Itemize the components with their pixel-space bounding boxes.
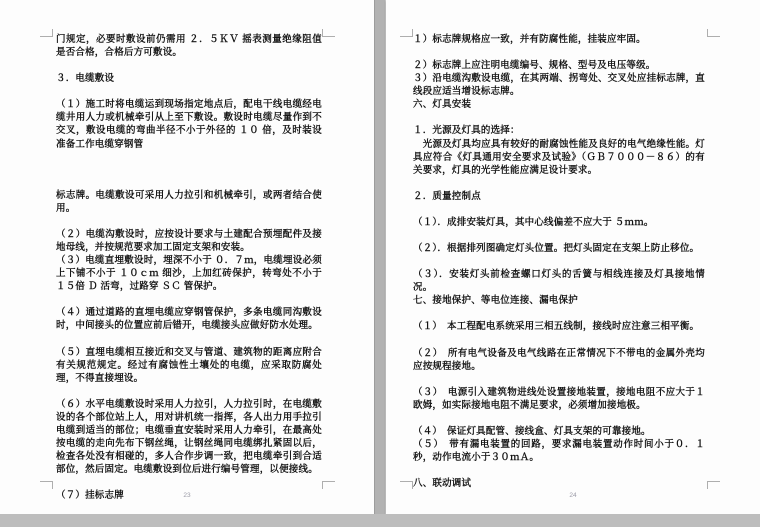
paragraph: ２）标志牌上应注明电缆编号、规格、型号及电压等级。 xyxy=(413,60,656,72)
text-boundary-mark-icon xyxy=(707,29,720,37)
page-right xyxy=(386,0,760,514)
paragraph: １）标志牌规格应一致，并有防腐性能，挂装应牢固。 xyxy=(413,34,646,45)
text-boundary-mark-icon xyxy=(707,481,720,489)
text-boundary-mark-icon xyxy=(400,29,413,37)
paragraph: （２） 所有电气设备及电气线路在正常情况下不带电的金属外壳均应按规程接地。 xyxy=(413,347,705,372)
paragraph: 八、联动调试 xyxy=(413,478,472,490)
paragraph: ２．质量控制点 xyxy=(413,190,481,202)
paragraph: （１）．成排安装灯具，其中心线偏差不应大于 ５ｍｍ。 xyxy=(413,216,654,228)
page-number-right: 24 xyxy=(569,492,577,499)
paragraph: （４）通过道路的直埋电缆应穿钢管保护，多条电缆同沟敷设时，中间接头的位置应前后错开，电缆接头应做好防水处理。 xyxy=(56,307,322,332)
paragraph: （３）电缆直埋敷设时，埋深不小于 ０．７ｍ，电缆埋设必须上下铺不小于 １０ｃｍ 细沙，上加红砖保护，转弯处不小于 １５倍 Ｄ 活弯，过路穿 ＳＣ 管保护。 xyxy=(56,255,322,293)
paragraph: 光源及灯具均应具有较好的耐腐蚀性能及良好的电气绝缘性能。灯具应符合《灯具通用安全要求及试验》（ＧＢ７０００－８６）的有关要求，灯具的光学性能应满足设计要求。 xyxy=(413,138,705,176)
paragraph: 六、灯具安装 xyxy=(413,99,472,111)
paragraph: （５） 带有漏电装置的回路，要求漏电装置动作时间小于０．１秒，动作电流小于３０ｍＡ。 xyxy=(413,438,705,464)
text-boundary-mark-icon xyxy=(40,29,53,37)
paragraph: 标志牌。电缆敷设可采用人力拉引和机械牵引，或两者结合使用。 xyxy=(56,189,322,214)
page-right-text xyxy=(413,33,705,490)
paragraph: ３）沿电缆沟敷设电缆，在其两端、拐弯处、交叉处应挂标志牌，直线段应适当增设标志牌。 xyxy=(413,73,705,98)
text-boundary-mark-icon xyxy=(322,29,335,37)
canvas-bottom-band xyxy=(0,514,760,527)
page-left-text xyxy=(56,33,322,502)
paragraph: （３）．安装灯头前检查螺口灯头的舌簧与相线连接及灯具接地情况。 xyxy=(413,269,705,294)
paragraph: （３） 电源引入建筑物进线处设置接地装置，接地电阻不应大于１欧姆，如实际接地电阻不满足要求，必须增加接地极。 xyxy=(413,386,705,411)
paragraph: （５）直埋电缆相互接近和交叉与管道、建筑物的距离应附合有关规范规定。经过有腐蚀性土壤处的电缆，应采取防腐处理，不得直接埋设。 xyxy=(56,346,322,384)
paragraph: （７）挂标志牌 xyxy=(56,490,124,502)
text-boundary-mark-icon xyxy=(400,481,413,489)
paragraph: （６）水平电缆敷设时采用人力拉引，人力拉引时，在电缆敷设的各个部位站上人，用对讲机统一指挥，各人出力用手拉引电缆到适当的部位；电缆垂直安装时采用人力牵引，在最高处按电缆的走向先布下钢丝绳，让钢丝绳同电缆绑扎紧固以后，检查各处没有相碰的，多人合作步调一致，把电缆牵引到合适部位，然后固定。电缆敷设到位后进行编号管理，以便接线。 xyxy=(56,398,322,476)
paragraph: （２）．根据排列图确定灯头位置。把灯头固定在支架上防止移位。 xyxy=(413,243,700,255)
paragraph: 七、接地保护、等电位连接、漏电保护 xyxy=(413,295,578,307)
paragraph: ３．电缆敷设 xyxy=(56,73,115,85)
paragraph: 门规定，必要时敷设前仍需用 ２．５ＫＶ 摇表测量绝缘阻值是否合格，合格后方可敷设。 xyxy=(56,34,322,59)
paragraph: （１） 本工程配电系统采用三相五线制，接线时应注意三相平衡。 xyxy=(413,321,700,333)
paragraph: （４） 保证灯具配管、接线盒、灯具支架的可靠接地。 xyxy=(413,425,651,437)
text-boundary-mark-icon xyxy=(40,481,53,489)
paragraph: （１）施工时将电缆运到现场指定地点后，配电干线电缆经电缆井用人力或机械牵引从上至下敷设。敷设时电缆尽量作到不交叉，敷设电缆的弯曲半径不小于外径的 １０ 倍，及时装设准备工作电缆穿钢管 xyxy=(56,99,322,150)
page-number-left: 23 xyxy=(183,492,191,499)
page-gutter xyxy=(374,0,386,514)
text-boundary-mark-icon xyxy=(322,481,335,489)
page-left xyxy=(0,0,374,514)
paragraph: １．光源及灯具的选择： xyxy=(413,125,520,137)
paragraph: （２）电缆沟敷设时，应按设计要求与土建配合预埋配件及接地母线，并按规范要求加工固定支架和安装。 xyxy=(56,228,322,253)
